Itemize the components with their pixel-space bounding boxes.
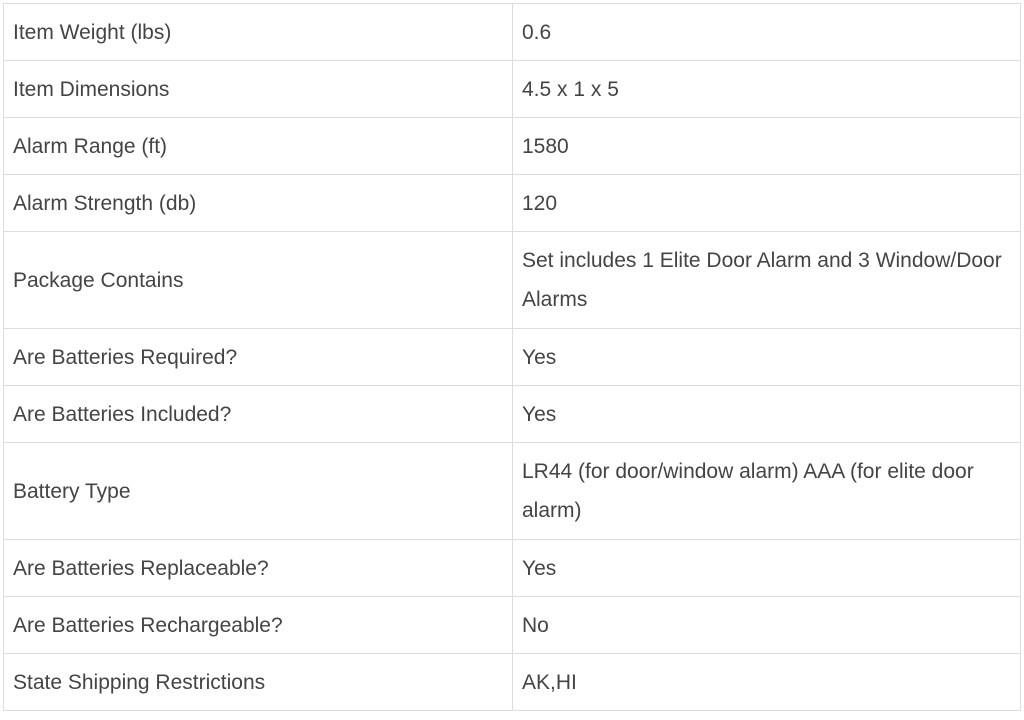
spec-label: Are Batteries Rechargeable? bbox=[4, 597, 513, 654]
spec-value: 1580 bbox=[513, 118, 1021, 175]
spec-value: Yes bbox=[513, 386, 1021, 443]
spec-label: Are Batteries Included? bbox=[4, 386, 513, 443]
spec-label: Alarm Range (ft) bbox=[4, 118, 513, 175]
table-row-item-weight bbox=[4, 4, 1021, 61]
table-row-shipping-restrictions bbox=[4, 654, 1021, 711]
spec-value: Yes bbox=[513, 329, 1021, 386]
table-row-alarm-strength bbox=[4, 175, 1021, 232]
spec-label: Alarm Strength (db) bbox=[4, 175, 513, 232]
table-row-batteries-required bbox=[4, 329, 1021, 386]
spec-value: 0.6 bbox=[513, 4, 1021, 61]
table-row-item-dimensions bbox=[4, 61, 1021, 118]
spec-label: Battery Type bbox=[4, 443, 513, 540]
table-row-alarm-range bbox=[4, 118, 1021, 175]
spec-label: Item Weight (lbs) bbox=[4, 4, 513, 61]
spec-label: Item Dimensions bbox=[4, 61, 513, 118]
spec-label: Are Batteries Required? bbox=[4, 329, 513, 386]
spec-value: No bbox=[513, 597, 1021, 654]
specifications-table bbox=[3, 3, 1021, 711]
spec-value: Yes bbox=[513, 540, 1021, 597]
table-row-package-contains bbox=[4, 232, 1021, 329]
spec-value: 4.5 x 1 x 5 bbox=[513, 61, 1021, 118]
spec-label: State Shipping Restrictions bbox=[4, 654, 513, 711]
table-row-battery-type bbox=[4, 443, 1021, 540]
specifications-table-body bbox=[4, 4, 1021, 711]
table-row-batteries-rechargeable bbox=[4, 597, 1021, 654]
spec-label: Are Batteries Replaceable? bbox=[4, 540, 513, 597]
spec-value: LR44 (for door/window alarm) AAA (for elite door alarm) bbox=[513, 443, 1021, 540]
spec-value: 120 bbox=[513, 175, 1021, 232]
table-row-batteries-included bbox=[4, 386, 1021, 443]
table-row-batteries-replaceable bbox=[4, 540, 1021, 597]
spec-value: AK,HI bbox=[513, 654, 1021, 711]
spec-label: Package Contains bbox=[4, 232, 513, 329]
spec-value: Set includes 1 Elite Door Alarm and 3 Window/Door Alarms bbox=[513, 232, 1021, 329]
